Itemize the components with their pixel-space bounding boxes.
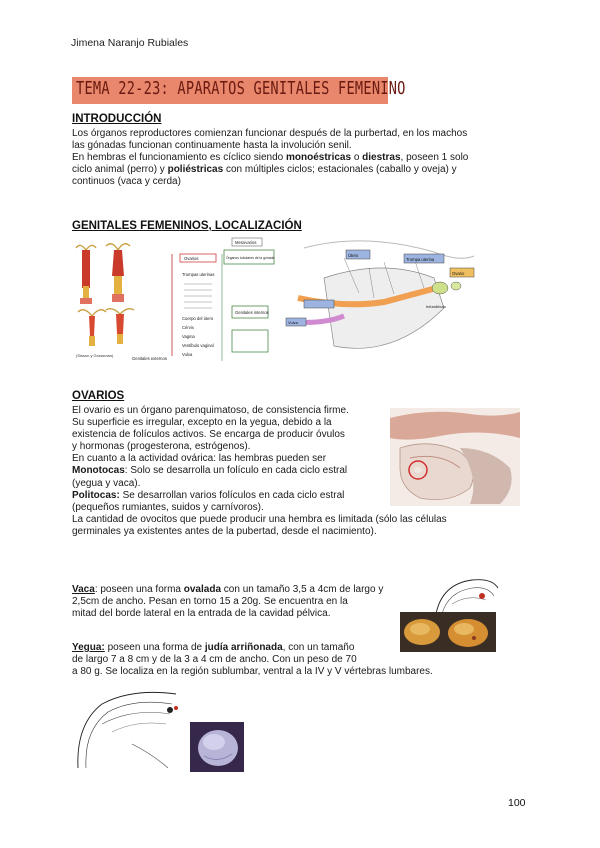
uterus-drawing [76,244,134,358]
genital-scheme-figure [72,236,304,366]
ovarios-line: Politocas: Se desarrollan varios folículos en cada ciclo estral [72,489,345,501]
intro-line: En hembras el funcionamiento es cíclico siendo monoéstricas o diestras, poseen 1 solo [72,152,469,164]
intro-line: ciclo animal (perro) y poliéstricas con múltiples ciclos; estacionales (caballo y oveja) y [72,164,457,176]
ovary-marker [167,707,173,713]
scheme-boxes [132,238,275,361]
lateral-label: Ovario [452,271,465,276]
scheme-label: Mesovarios [235,240,257,245]
intro-heading: INTRODUCCIÓN [72,113,162,125]
scheme-label: Vagina [182,334,195,339]
ovarios-line: (yegua y vaca). [72,477,141,489]
vaca-line: mitad del borde lateral en la entrada de la cavidad pélvica. [72,608,331,620]
ovary-marker [479,593,485,599]
vaca-line: 2,5cm de ancho. Pesan en torno 15 a 20g. Se encuentra en la [72,596,348,608]
yegua-line: a 80 g. Se localiza en la región sublumbar, ventral a la IV y V vértebras lumbares. [72,666,433,678]
ovarios-line: germinales ya existentes antes de la pubertad, desde el nacimiento). [72,525,377,537]
ovarios-line: Monotocas: Solo se desarrolla un folículo en cada ciclo estral [72,465,348,477]
credit-label: (Sisson y Grossman) [76,353,114,358]
scheme-label: Ovarios [184,256,199,261]
ovarios-line: (pequeños rumiantes, suidos y carnívoros). [72,501,264,513]
ovarios-line: La cantidad de ovocitos que puede producir una hembra es limitada (sólo las células [72,513,447,525]
intro-line: las gónadas funcionan continuamente hasta la involución senil. [72,140,352,152]
lateral-tract-figure [284,238,480,368]
mare-ovary-location-sketch [72,684,184,768]
genitales-heading: GENITALES FEMENINOS, LOCALIZACIÓN [72,220,302,232]
intro-line: continuos (vaca y cerda) [72,176,181,188]
ovarios-line: El ovario es un órgano parenquimatoso, de consistencia firme. [72,405,349,416]
scheme-label: Vestíbulo vaginal [182,343,214,348]
ovary-anatomy-figure [390,408,520,506]
yegua-line: Yegua: poseen una forma de judía arriñonada, con un tamaño [72,642,355,653]
scheme-label: Trompas uterinas [182,272,215,277]
lateral-label: Útero [348,253,359,258]
mare-ovary-photo [190,722,244,772]
intro-paragraph [72,128,468,188]
cow-ovary-location-sketch [432,574,502,616]
scheme-label: Cérvix [182,325,194,330]
lateral-label: Infundíbulo [426,304,446,309]
scheme-label: Genitales externos [132,356,167,361]
scheme-label: Órganos tubulares de la gónada [226,256,275,260]
lateral-label: Vulva [288,320,298,325]
ovarios-line: En cuanto a la actividad ovárica: las hembras pueden ser [72,453,327,465]
yegua-line: de largo 7 a 8 cm y de la 3 a 4 cm de ancho. Con un peso de 70 [72,654,357,666]
scheme-label: Genitales internos [235,310,269,315]
intro-line: Los órganos reproductores comienzan funcionar después de la purbertad, en los machos [72,128,468,139]
author-header: Jimena Naranjo Rubiales [71,37,189,49]
page-title: TEMA 22-23: APARATOS GENITALES FEMENINO [76,79,406,99]
page-number: 100 [508,797,526,809]
scheme-label: Cuerpo del útero [182,316,214,321]
vaca-line: Vaca: poseen una forma ovalada con un tamaño 3,5 a 4cm de largo y [72,584,384,595]
vaca-paragraph [72,584,383,620]
ovarios-line: y hormonas (progesterona, estrógenos). [72,441,251,453]
ovarios-line: Su superficie es irregular, excepto en la yegua, debido a la [72,417,332,429]
ovarios-heading: OVARIOS [72,390,125,402]
ovarios-line: existencia de folículos activos. Se encarga de producir óvulos [72,429,345,441]
lateral-label: Trompa uterina [406,257,435,262]
scheme-label: Vulva [182,352,193,357]
yegua-paragraph [72,642,433,678]
